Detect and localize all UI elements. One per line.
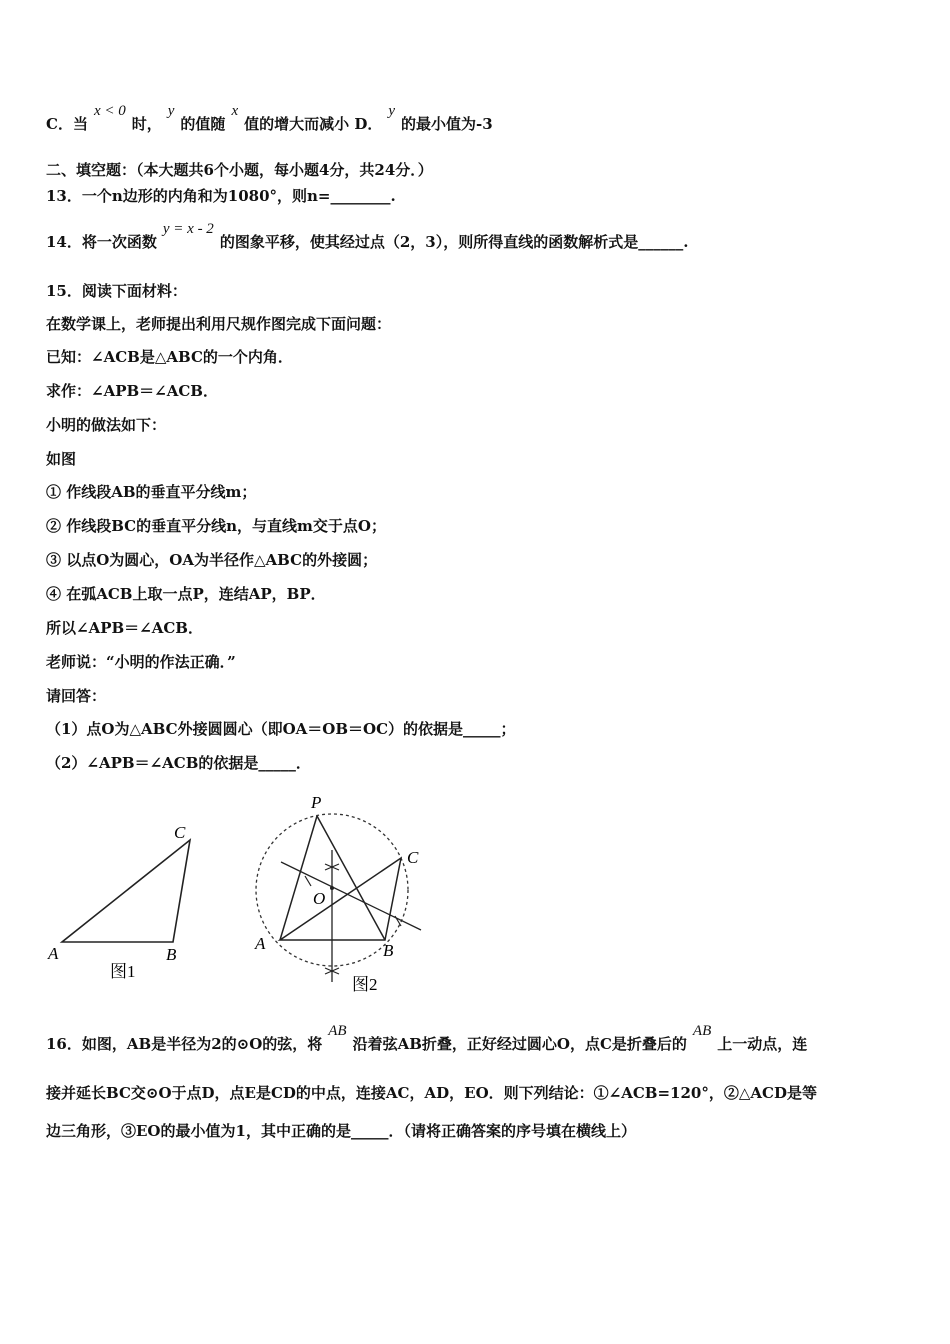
question-15-title: 15．阅读下面材料： xyxy=(46,282,187,300)
text-segment: 14．将一次函数 xyxy=(46,233,157,251)
question-16-line-3: 边三角形，③EO的最小值为1，其中正确的是_____．（请将正确答案的序号填在横线上） xyxy=(46,1122,636,1140)
q15-line-3: 求作：∠APB＝∠ACB． xyxy=(46,382,218,400)
math-y: y xyxy=(167,103,175,119)
figure-caption: 图2 xyxy=(352,975,378,994)
q15-line-1: 在数学课上，老师提出利用尺规作图完成下面问题： xyxy=(46,315,392,333)
q15-line-2: 已知：∠ACB是△ABC的一个内角． xyxy=(46,348,293,366)
q15-sub-1: （1）点O为△ABC外接圆圆心（即OA＝OB＝OC）的依据是_____； xyxy=(46,720,516,738)
math-y: y xyxy=(388,103,396,119)
q15-step-3: ③ 以点O为圆心，OA为半径作△ABC的外接圆； xyxy=(46,551,378,569)
section-heading: 二、填空题：（本大题共6个小题，每小题4分，共24分．） xyxy=(46,161,433,179)
segment-bp xyxy=(317,816,385,940)
q15-line-4: 小明的做法如下： xyxy=(46,416,167,434)
figure-2 xyxy=(245,790,435,1000)
triangle-abc xyxy=(62,840,190,942)
text-segment: 的值随 xyxy=(180,115,226,133)
text-segment: 沿着弦AB折叠，正好经过圆心O，点C是折叠后的 xyxy=(352,1035,687,1053)
label-b: B xyxy=(166,945,177,964)
text-segment: 时， xyxy=(131,115,162,133)
label-o: O xyxy=(313,889,326,908)
label-p: P xyxy=(311,793,322,812)
text-segment: 上一动点，连 xyxy=(717,1035,808,1053)
text-segment: 的图象平移，使其经过点（2，3），则所得直线的函数解析式是______. xyxy=(219,233,689,251)
option-d-text: 值的增大而减小 D． xyxy=(244,115,383,133)
q15-line-7: 老师说：“小明的作法正确．” xyxy=(46,653,236,671)
figure-caption: 图1 xyxy=(110,962,136,981)
bisector-n xyxy=(281,862,421,930)
math-x-lt-0: x < 0 xyxy=(93,103,126,119)
arc-ab-symbol: AB xyxy=(692,1023,712,1039)
math-linear-function: y = x - 2 xyxy=(162,221,214,237)
option-c-text: C．当 xyxy=(46,115,88,133)
label-c: C xyxy=(407,848,419,867)
arc-ab-symbol: AB xyxy=(328,1023,347,1039)
question-16-line-2: 接并延长BC交⊙O于点D，点E是CD的中点，连接AC，AD，EO．则下列结论：①∠ACB=120°，②△ACD是等 xyxy=(46,1084,817,1102)
q15-line-8: 请回答： xyxy=(46,687,107,705)
q15-line-5: 如图 xyxy=(46,450,77,468)
text-segment: 的最小值为-3 xyxy=(401,115,493,133)
point-o xyxy=(330,886,334,890)
question-16-line-1 xyxy=(46,1023,808,1055)
figure-1 xyxy=(40,815,210,985)
option-cd-line xyxy=(46,103,493,135)
q15-step-2: ② 作线段BC的垂直平分线n，与直线m交于点O； xyxy=(46,517,386,535)
question-14 xyxy=(46,221,689,253)
segment-ap xyxy=(280,816,317,940)
q15-sub-2: （2）∠APB＝∠ACB的依据是_____． xyxy=(46,754,311,772)
math-x: x xyxy=(231,103,239,119)
label-b: B xyxy=(383,941,394,960)
text-segment: 16．如图，AB是半径为2的⊙O的弦，将 xyxy=(46,1035,323,1053)
label-c: C xyxy=(174,823,186,842)
q15-step-1: ① 作线段AB的垂直平分线m； xyxy=(46,483,257,501)
label-a: A xyxy=(255,934,266,953)
q15-step-4: ④ 在弧ACB上取一点P，连结AP，BP． xyxy=(46,585,326,603)
q15-line-6: 所以∠APB＝∠ACB． xyxy=(46,619,203,637)
label-a: A xyxy=(48,944,59,963)
question-13: 13．一个n边形的内角和为1080°，则n=________. xyxy=(46,187,396,205)
